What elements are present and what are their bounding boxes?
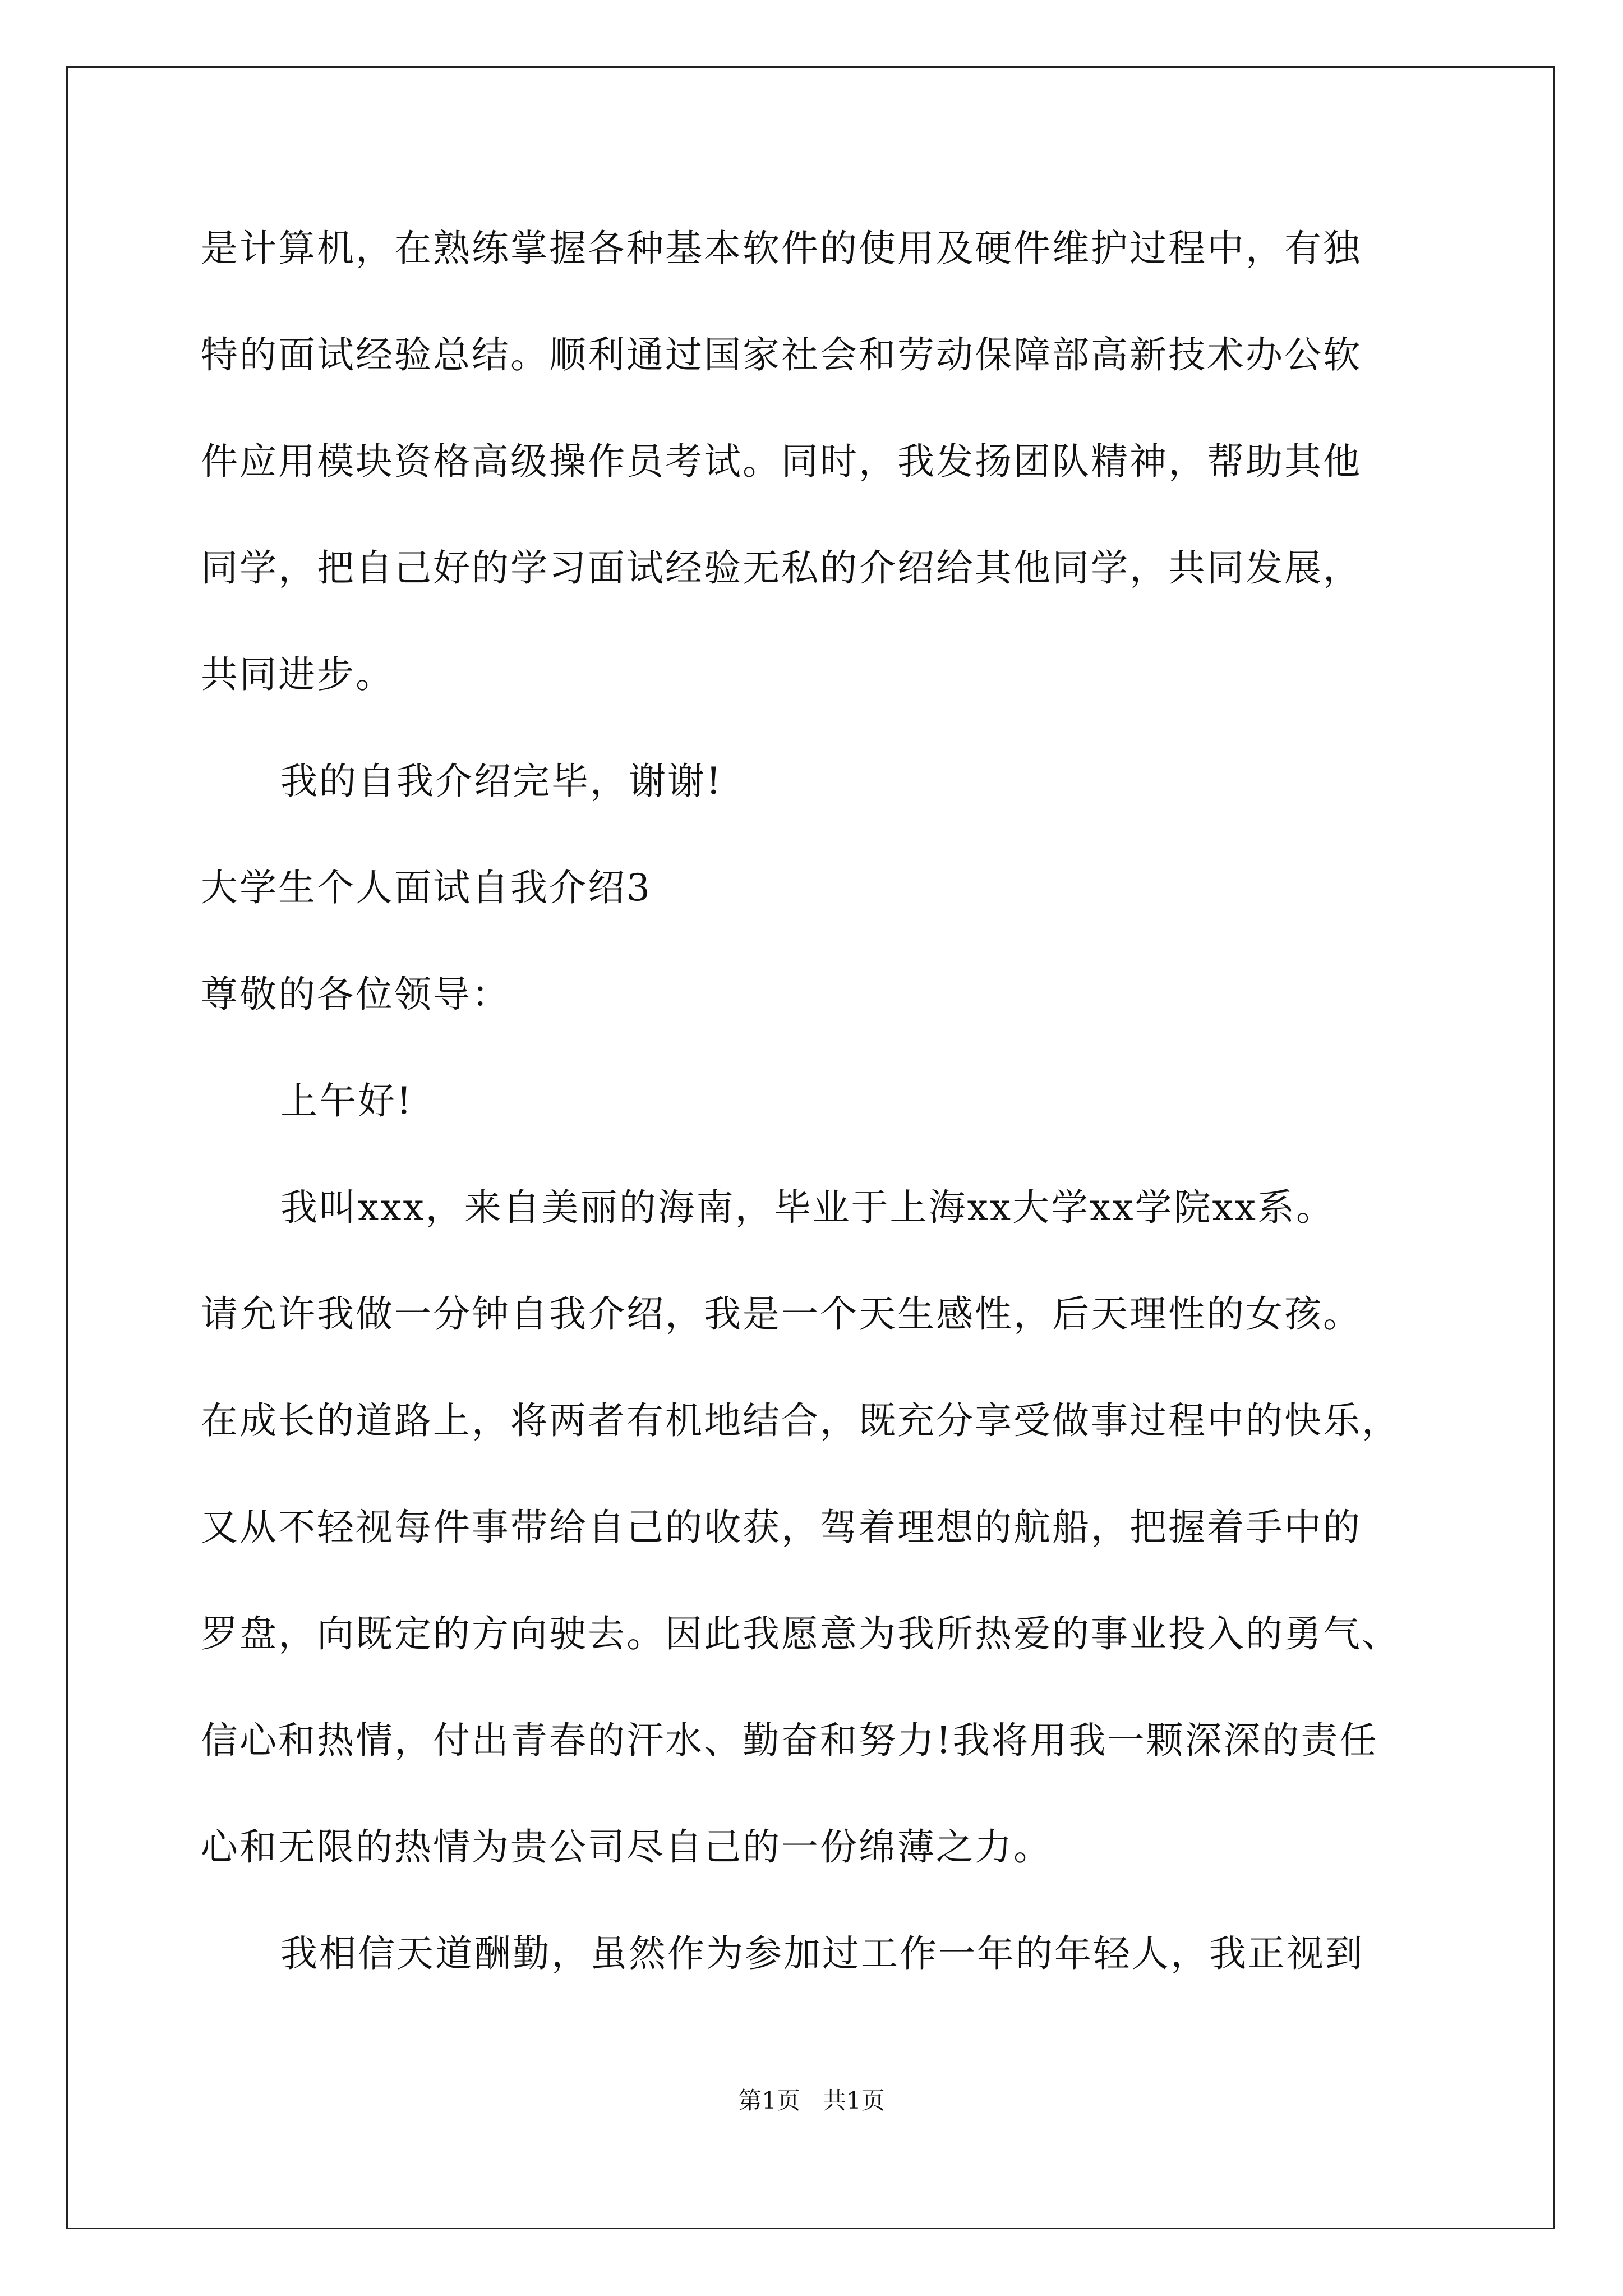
body-line: 请允许我做一分钟自我介绍，我是一个天生感性，后天理性的女孩。 xyxy=(201,1292,1362,1336)
salutation: 尊敬的各位领导： xyxy=(201,973,510,1016)
page-border xyxy=(66,66,1555,2229)
body-line: 件应用模块资格高级操作员考试。同时，我发扬团队精神，帮助其他 xyxy=(201,440,1362,483)
section-heading: 大学生个人面试自我介绍3 xyxy=(201,866,652,909)
body-line: 同学，把自己好的学习面试经验无私的介绍给其他同学，共同发展， xyxy=(201,546,1362,590)
closing-line: 我的自我介绍完毕，谢谢! xyxy=(280,760,723,803)
body-line: 我叫xxx，来自美丽的海南，毕业于上海xx大学xx学院xx系。 xyxy=(280,1186,1335,1229)
body-line: 是计算机，在熟练掌握各种基本软件的使用及硬件维护过程中，有独 xyxy=(201,227,1362,270)
body-line: 罗盘，向既定的方向驶去。因此我愿意为我所热爱的事业投入的勇气、 xyxy=(201,1612,1400,1655)
body-line: 心和无限的热情为贵公司尽自己的一份绵薄之力。 xyxy=(201,1825,1052,1869)
body-line: 共同进步。 xyxy=(201,653,394,696)
body-line: 在成长的道路上，将两者有机地结合，既充分享受做事过程中的快乐， xyxy=(201,1399,1400,1442)
body-line: 我相信天道酬勤，虽然作为参加过工作一年的年轻人，我正视到 xyxy=(280,1932,1364,1975)
body-line: 特的面试经验总结。顺利通过国家社会和劳动保障部高新技术办公软 xyxy=(201,333,1362,376)
greeting: 上午好! xyxy=(280,1079,413,1122)
body-line: 信心和热情，付出青春的汗水、勤奋和努力!我将用我一颗深深的责任 xyxy=(201,1719,1378,1762)
body-line: 又从不轻视每件事带给自己的收获，驾着理想的航船，把握着手中的 xyxy=(201,1506,1362,1549)
page-number-footer: 第1页 共1页 xyxy=(738,2087,885,2114)
